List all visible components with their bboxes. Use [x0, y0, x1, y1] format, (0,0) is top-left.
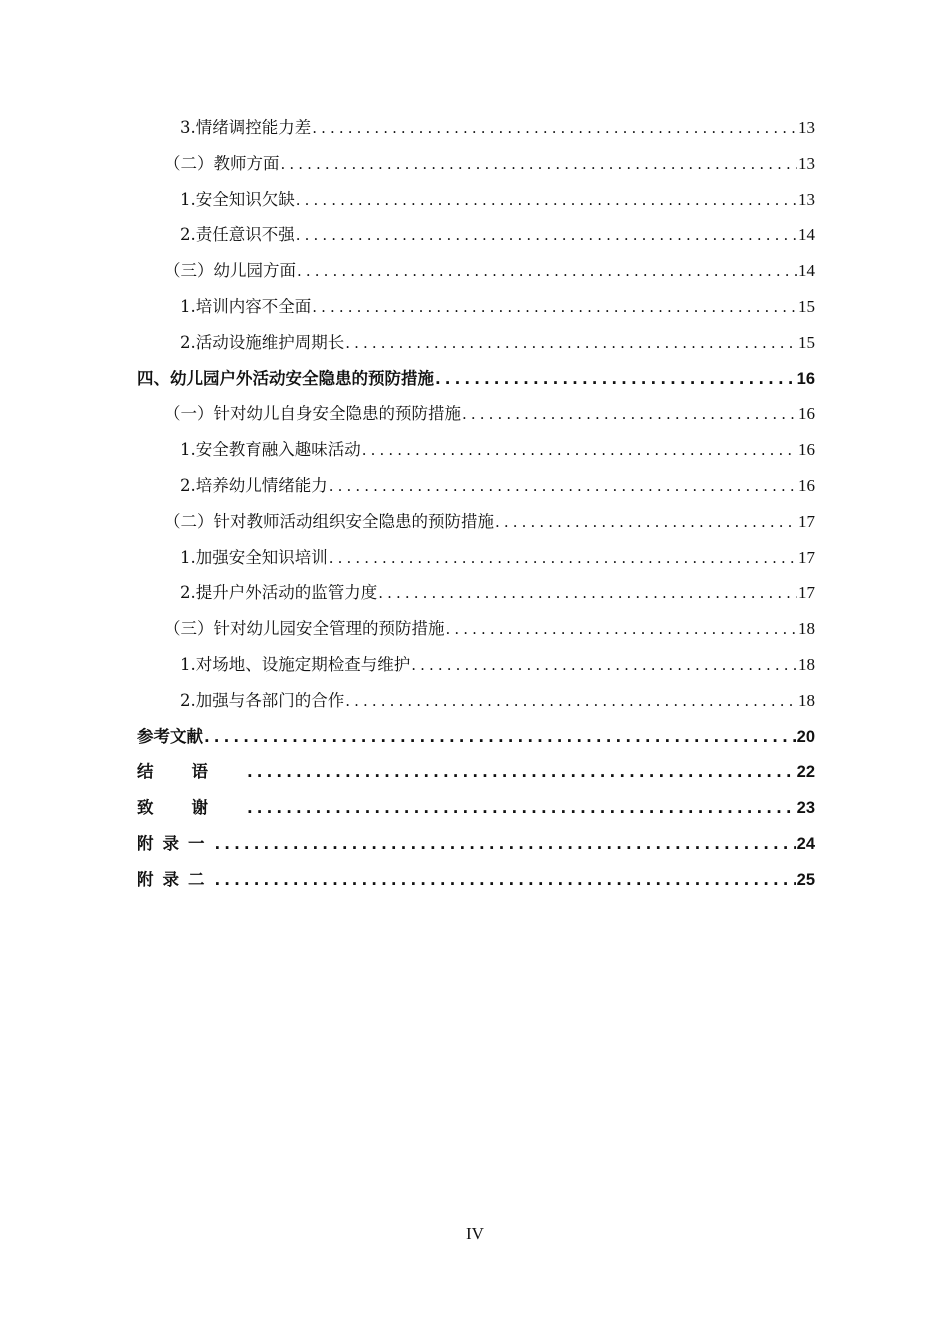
toc-entry[interactable]: [137, 683, 815, 719]
toc-entry-title: 1.安全知识欠缺: [180, 189, 295, 209]
toc-entry[interactable]: [137, 361, 815, 397]
toc-entry-title: （二）针对教师活动组织安全隐患的预防措施: [164, 511, 494, 531]
toc-entry-title: 2.活动设施维护周期长: [180, 332, 345, 352]
toc-entry-title: 四、幼儿园户外活动安全隐患的预防措施: [137, 368, 434, 388]
toc-dot-leader: [411, 648, 797, 684]
toc-entry-page: 17: [798, 583, 815, 603]
toc-entry-title: 1.加强安全知识培训: [180, 547, 328, 567]
toc-entry-page: 24: [796, 834, 815, 853]
toc-entry[interactable]: [137, 862, 815, 898]
toc-entry-page: 16: [798, 404, 815, 424]
toc-entry-page: 18: [798, 690, 815, 710]
toc-entry-page: 13: [798, 118, 815, 137]
toc-dot-leader: [281, 147, 798, 183]
toc-entry[interactable]: [137, 110, 815, 146]
toc-entry-title: 结语: [137, 762, 246, 782]
toc-entry[interactable]: [137, 647, 815, 683]
toc-entry-title: 2.责任意识不强: [180, 225, 295, 245]
toc-dot-leader: [297, 254, 797, 290]
toc-dot-leader: [435, 362, 796, 398]
toc-entry-title: （一）针对幼儿自身安全隐患的预防措施: [164, 404, 461, 424]
toc-entry-title: 2.培养幼儿情绪能力: [180, 475, 328, 495]
toc-entry[interactable]: [137, 790, 815, 826]
toc-entry[interactable]: [137, 146, 815, 182]
toc-entry-page: 15: [798, 296, 815, 316]
toc-entry[interactable]: [137, 468, 815, 504]
toc-dot-leader: [215, 827, 796, 863]
toc-dot-leader: [296, 218, 797, 254]
toc-dot-leader: [296, 183, 797, 219]
toc-entry-page: 14: [798, 225, 815, 245]
toc-dot-leader: [329, 469, 797, 505]
toc-dot-leader: [345, 684, 797, 720]
toc-dot-leader: [446, 612, 798, 648]
toc-dot-leader: [378, 576, 797, 612]
toc-entry-title: 3.情绪调控能力差: [180, 118, 312, 137]
table-of-contents: [137, 110, 815, 898]
toc-entry-page: 13: [798, 189, 815, 209]
toc-entry-page: 15: [798, 332, 815, 352]
toc-entry-page: 16: [798, 440, 815, 460]
toc-dot-leader: [247, 791, 796, 827]
toc-entry-page: 18: [798, 654, 815, 674]
toc-dot-leader: [215, 863, 796, 899]
toc-entry-page: 23: [796, 799, 815, 818]
toc-entry[interactable]: [137, 289, 815, 325]
toc-entry[interactable]: [137, 611, 815, 647]
toc-dot-leader: [329, 541, 797, 577]
toc-entry-title: （三）幼儿园方面: [164, 261, 296, 281]
toc-entry-title: （二）教师方面: [164, 153, 280, 173]
toc-entry-title: 2.加强与各部门的合作: [180, 690, 345, 710]
toc-entry-title: 1.培训内容不全面: [180, 296, 312, 316]
toc-entry[interactable]: [137, 182, 815, 218]
toc-entry[interactable]: [137, 540, 815, 576]
toc-entry-page: 16: [796, 369, 815, 388]
toc-entry[interactable]: [137, 575, 815, 611]
toc-entry-title: 附录二: [137, 869, 214, 889]
toc-entry-page: 18: [798, 619, 815, 639]
toc-dot-leader: [495, 505, 797, 541]
toc-entry-title: 2.提升户外活动的监管力度: [180, 583, 378, 603]
toc-entry-page: 14: [798, 261, 815, 281]
toc-entry[interactable]: [137, 396, 815, 432]
toc-entry[interactable]: [137, 253, 815, 289]
toc-entry-page: 22: [796, 763, 815, 782]
toc-entry-title: 1.对场地、设施定期检查与维护: [180, 654, 411, 674]
toc-dot-leader: [312, 290, 797, 326]
page-number: IV: [466, 1224, 484, 1243]
toc-entry-title: 参考文献: [137, 726, 203, 746]
toc-entry-page: 13: [798, 153, 815, 173]
toc-dot-leader: [362, 433, 797, 469]
toc-entry[interactable]: [137, 754, 815, 790]
toc-dot-leader: [312, 111, 797, 147]
toc-dot-leader: [462, 397, 797, 433]
toc-entry[interactable]: [137, 432, 815, 468]
toc-entry-page: 17: [798, 547, 815, 567]
toc-entry-page: 25: [796, 870, 815, 889]
toc-entry[interactable]: [137, 325, 815, 361]
toc-dot-leader: [345, 326, 797, 362]
toc-entry-title: 附录一: [137, 833, 214, 853]
toc-entry[interactable]: [137, 217, 815, 253]
toc-entry-title: 致谢: [137, 798, 246, 818]
toc-entry-title: 1.安全教育融入趣味活动: [180, 440, 361, 460]
toc-dot-leader: [204, 720, 796, 756]
toc-entry[interactable]: [137, 826, 815, 862]
toc-entry-title: （三）针对幼儿园安全管理的预防措施: [164, 619, 445, 639]
toc-entry[interactable]: [137, 719, 815, 755]
toc-dot-leader: [247, 755, 796, 791]
toc-entry-page: 16: [798, 475, 815, 495]
toc-entry[interactable]: [137, 504, 815, 540]
toc-entry-page: 17: [798, 511, 815, 531]
toc-entry-page: 20: [796, 727, 815, 746]
